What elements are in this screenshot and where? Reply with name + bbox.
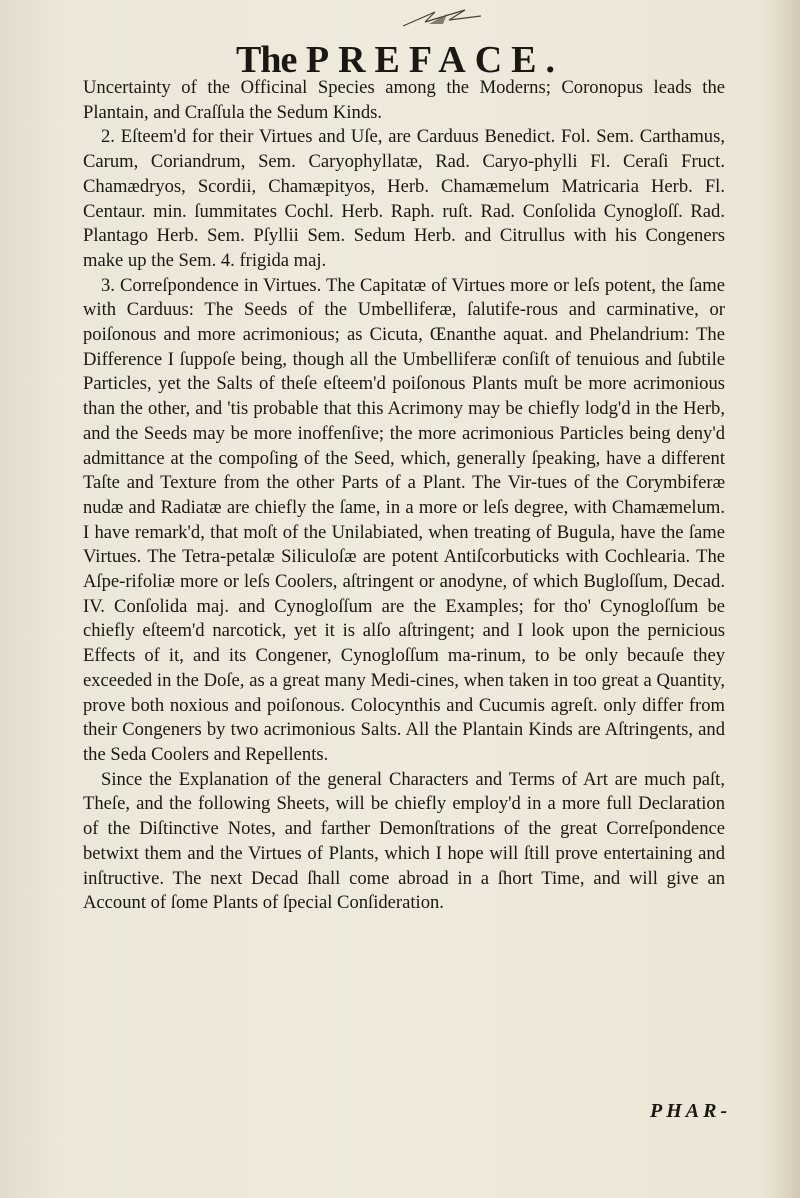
catchword: PHAR- (650, 1100, 732, 1122)
body-text (83, 76, 725, 916)
running-head-the: The (236, 39, 297, 81)
paragraph-correspondence: 3. Correſpondence in Virtues. The Capitatæ of Virtues more or leſs potent, the ſame with Carduus: The Seeds of the Umbelliferæ, ſalutife-rous and carminative, or poiſonous and more acrimonious; as Cicuta, Œnanthe aquat. and Phelandrium: The Difference I ſuppoſe being, though all the Umbelliferæ conſiſt of tenuious and ſubtile Particles, yet the Salts of theſe eſteem'd poiſonous Plants muſt be more acrimonious than the other, and 'tis probable that this Acrimony may be chiefly lodg'd in the Herb, and the Seeds may be more inoffenſive; the more acrimonious Particles being deny'd admittance at the compoſing of the Seed, which, generally ſpeaking, have a different Taſte and Texture from the other Parts of a Plant. The Vir-tues of the Corymbiferæ nudæ and Radiatæ are chiefly the ſame, in a more or leſs degree, with Chamæmelum. I have remark'd, that moſt of the Unilabiated, when treating of Bugula, have the ſame Virtues. The Tetra-petalæ Siliculoſæ are potent Antiſcorbuticks with Cochlearia. The Aſpe-rifoliæ more or leſs Coolers, aſtringent or anodyne, of which Bugloſſum, Decad. IV. Conſolida maj. and Cynogloſſum are the Examples; for tho' Cynogloſſum be chiefly eſteem'd narcotick, yet it is alſo aſtringent; and I look upon the pernicious Effects of it, and its Congener, Cynogloſſum ma-rinum, to be only becauſe they exceeded in the Doſe, as a great many Medi-cines, when taken in too great a Quantity, prove both noxious and poiſonous. Colocynthis and Cucumis agreſt. only differ from their Congeners by two acrimonious Salts. All the Plantain Kinds are Aſtringents, and the Seda Coolers and Repellents. (83, 274, 725, 765)
paragraph-explanation: Since the Explanation of the general Characters and Terms of Art are much paſt, Theſe, and the following Sheets, will be chiefly employ'd in a more full Declaration of the Diſtinctive Notes, and farther Demonſtrations of the great Correſpondence betwixt them and the Virtues of Plants, which I hope will ſtill prove entertaining and inſtructive. The next Decad ſhall come abroad in a ſhort Time, and will give an Account of ſome Plants of ſpecial Conſideration. (83, 768, 725, 914)
paragraph-esteemed-virtues: 2. Eſteem'd for their Virtues and Uſe, are Carduus Benedict. Fol. Sem. Carthamus, Carum, Coriandrum, Sem. Caryophyllatæ, Rad. Caryo-phylli Fl. Ceraſi Fruct. Chamædryos, Scordii, Chamæpityos, Herb. Chamæmelum Matricaria Herb. Fl. Centaur. min. ſummitates Cochl. Herb. Raph. ruſt. Rad. Conſolida Cynogloſſ. Rad. Plantago Herb. Sem. Pſyllii Sem. Sedum Herb. and Citrullus with his Congeners make up the Sem. 4. frigida maj. (83, 126, 725, 271)
running-head-preface: PREFACE. (305, 39, 564, 81)
paragraph-uncertainty: Uncertainty of the Officinal Species among the Moderns; Coronopus leads the Plantain, and Craſſula the Sedum Kinds. (83, 77, 725, 123)
page-edge-shadow (770, 0, 800, 1198)
printer-ornament-icon (395, 6, 485, 32)
